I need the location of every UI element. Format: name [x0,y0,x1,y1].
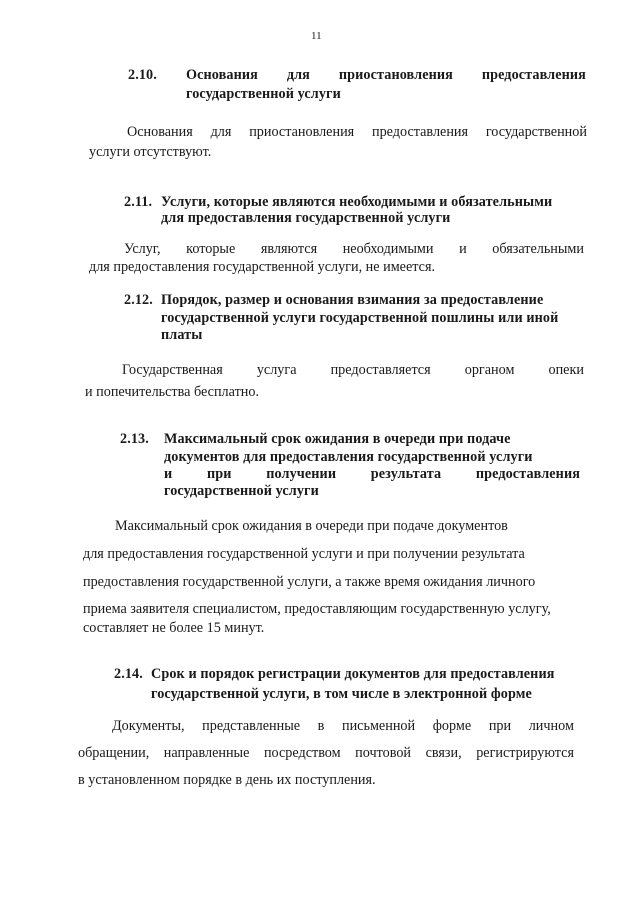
section-2-10-body-line-2: услуги отсутствуют. [89,144,212,160]
body-word: предоставляется [330,362,431,378]
body-word: обращении, [78,745,150,761]
body-word: являются [260,241,318,257]
section-2-14-number: 2.14. [114,666,143,682]
body-word: направленные [163,745,250,761]
body-word: государственной [485,124,587,140]
section-2-12-title-line-2: государственной услуги государственной пошлины или иной [161,310,559,326]
title-word: для [286,67,310,83]
body-word: приостановления [249,124,355,140]
title-word: результата [370,466,442,482]
section-2-13-title-line-1: Максимальный срок ожидания в очереди при подаче [164,431,511,447]
body-word: форме [432,718,472,734]
section-2-12-title-line-3: платы [161,327,203,343]
section-2-11-body-line-1 [124,241,584,258]
body-word: которые [186,241,236,257]
section-2-11-number: 2.11. [124,194,153,210]
section-2-10-body-line-1 [127,124,587,141]
title-word: получении [266,466,337,482]
section-2-13-number: 2.13. [120,431,149,447]
section-2-14-body-line-3: в установленном порядке в день их поступления. [78,772,376,788]
body-word: для [210,124,232,140]
section-2-13-body-line-5: составляет не более 15 минут. [83,620,265,636]
body-word: предоставления [372,124,469,140]
title-word: и [164,466,173,482]
body-word: почтовой [355,745,412,761]
section-2-11-title-line-1: Услуги, которые являются необходимыми и обязательными [161,194,553,210]
section-2-10-title-line-2: государственной услуги [186,86,341,102]
body-word: Основания [127,124,193,140]
title-word: приостановления [338,67,453,83]
body-word: письменной [342,718,416,734]
body-word: Документы, [112,718,185,734]
section-2-13-body-line-3: предоставления государственной услуги, а также время ожидания личного [83,574,536,590]
title-word: Основания [186,67,258,83]
body-word: и [459,241,467,257]
title-word: предоставления [475,466,580,482]
title-word: предоставления [481,67,586,83]
section-2-14-body-line-2 [78,745,574,762]
section-2-13-body-line-4: приема заявителя специалистом, предоставляющим государственную услугу, [83,601,551,617]
section-2-13-body-line-1: Максимальный срок ожидания в очереди при подаче документов [115,518,508,534]
body-word: Услуг, [124,241,161,257]
section-2-14-title-line-1: Срок и порядок регистрации документов для предоставления [151,666,555,682]
body-word: посредством [263,745,341,761]
section-2-14-body-line-1 [112,718,574,735]
page-number: 11 [311,30,322,42]
body-word: в [317,718,325,734]
body-word: услуга [256,362,297,378]
section-2-11-title-line-2: для предоставления государственной услуги [161,210,451,226]
body-word: органом [464,362,515,378]
section-2-10-title-line-1 [186,67,586,84]
section-2-12-title-line-1: Порядок, размер и основания взимания за предоставление [161,292,544,308]
section-2-13-title-line-2: документов для предоставления государственной услуги [164,449,533,465]
section-2-10-number: 2.10. [128,67,157,83]
section-2-13-body-line-2: для предоставления государственной услуги и при получении результата [83,546,525,562]
section-2-12-body-line-1 [122,362,584,379]
body-word: регистрируются [476,745,574,761]
body-word: Государственная [122,362,223,378]
body-word: при [488,718,512,734]
section-2-13-title-line-3 [164,466,580,483]
body-word: связи, [425,745,462,761]
section-2-12-number: 2.12. [124,292,153,308]
section-2-11-body-line-2: для предоставления государственной услуги, не имеется. [89,259,436,275]
body-word: опеки [548,362,584,378]
body-word: обязательными [492,241,584,257]
title-word: при [206,466,232,482]
body-word: личном [528,718,574,734]
section-2-12-body-line-2: и попечительства бесплатно. [85,384,260,400]
body-word: необходимыми [342,241,434,257]
section-2-13-title-line-4: государственной услуги [164,483,319,499]
body-word: представленные [202,718,301,734]
section-2-14-title-line-2: государственной услуги, в том числе в электронной форме [151,686,532,702]
